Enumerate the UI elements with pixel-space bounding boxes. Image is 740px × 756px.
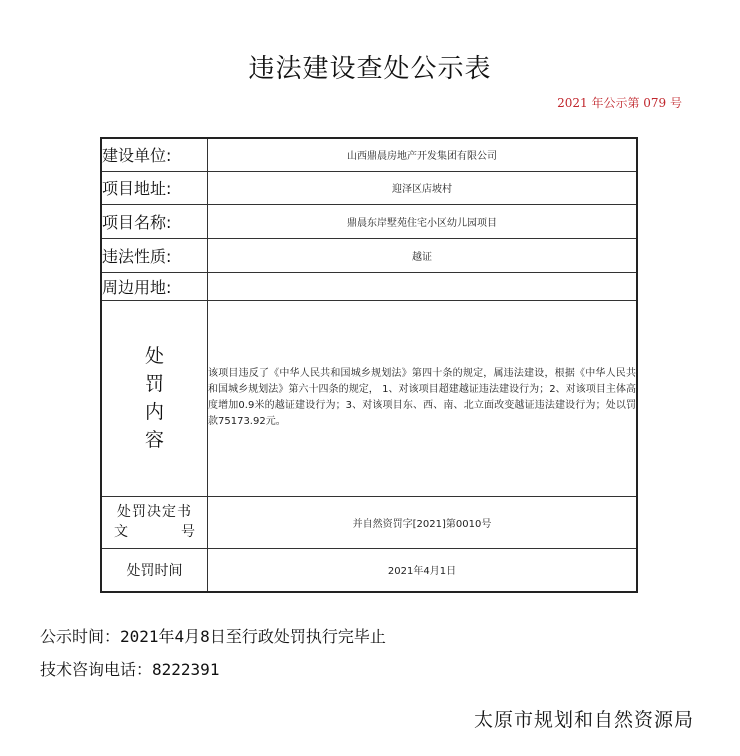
phone-label: 技术咨询电话： bbox=[40, 660, 153, 679]
value-penalty-time: 2021年4月1日 bbox=[208, 548, 638, 592]
value-construction-unit: 山西鼎晨房地产开发集团有限公司 bbox=[208, 138, 638, 171]
document-number: 2021 年公示第 079 号 bbox=[557, 96, 682, 110]
label-project-name: 项目名称: bbox=[101, 204, 208, 238]
publicity-label: 公示时间： bbox=[40, 627, 121, 646]
label-surrounding-land: 周边用地: bbox=[101, 272, 208, 300]
table-row-unit bbox=[101, 138, 637, 171]
table-row-nature bbox=[101, 238, 637, 272]
table-row-decision-doc bbox=[101, 496, 637, 548]
label-char: 容 bbox=[144, 429, 164, 451]
value-violation-nature: 越证 bbox=[208, 238, 638, 272]
publicity-value: 2021年4月8日至行政处罚执行完毕止 bbox=[120, 627, 386, 646]
penalty-form-table bbox=[100, 137, 638, 593]
phone-value: 8222391 bbox=[152, 660, 220, 679]
label-line-1: 处罚决定书 bbox=[117, 504, 192, 520]
label-char: 处 bbox=[144, 345, 164, 367]
label-violation-nature: 违法性质: bbox=[101, 238, 208, 272]
consult-phone bbox=[40, 657, 219, 680]
label-char: 罚 bbox=[144, 373, 164, 395]
value-project-name: 鼎晨东岸墅苑住宅小区幼儿园项目 bbox=[208, 204, 638, 238]
value-decision-doc-number: 并自然资罚字[2021]第0010号 bbox=[208, 496, 638, 548]
label-decision-doc-number bbox=[101, 496, 208, 548]
label-char: 内 bbox=[144, 401, 164, 423]
table-row-penalty-content bbox=[101, 300, 637, 496]
table-row-address bbox=[101, 171, 637, 204]
label-project-address: 项目地址: bbox=[101, 171, 208, 204]
value-surrounding-land bbox=[208, 272, 638, 300]
label-char-wen: 文 bbox=[114, 524, 128, 540]
value-penalty-content: 该项目违反了《中华人民共和国城乡规划法》第四十条的规定，属违法建设，根据《中华人民共和国城乡规划法》第六十四条的规定， 1、对该项目超建越证违法建设行为；2、对该项目主体高度增加0.9米的越证建设行为；3、对该项目东、西、南、北立面改变越证违法建设行为；处以罚款75173.92元。 bbox=[208, 300, 638, 496]
table-row-project bbox=[101, 204, 637, 238]
publicity-period bbox=[40, 624, 386, 647]
label-line-2 bbox=[102, 522, 207, 542]
label-construction-unit: 建设单位: bbox=[101, 138, 208, 171]
value-project-address: 迎泽区店坡村 bbox=[208, 171, 638, 204]
issuing-authority: 太原市规划和自然资源局 bbox=[473, 709, 694, 731]
label-penalty-content bbox=[101, 300, 208, 496]
label-penalty-time: 处罚时间 bbox=[101, 548, 208, 592]
page-title: 违法建设查处公示表 bbox=[248, 54, 492, 84]
table-row-penalty-time bbox=[101, 548, 637, 592]
label-char-hao: 号 bbox=[181, 524, 195, 540]
table-row-surroundings bbox=[101, 272, 637, 300]
